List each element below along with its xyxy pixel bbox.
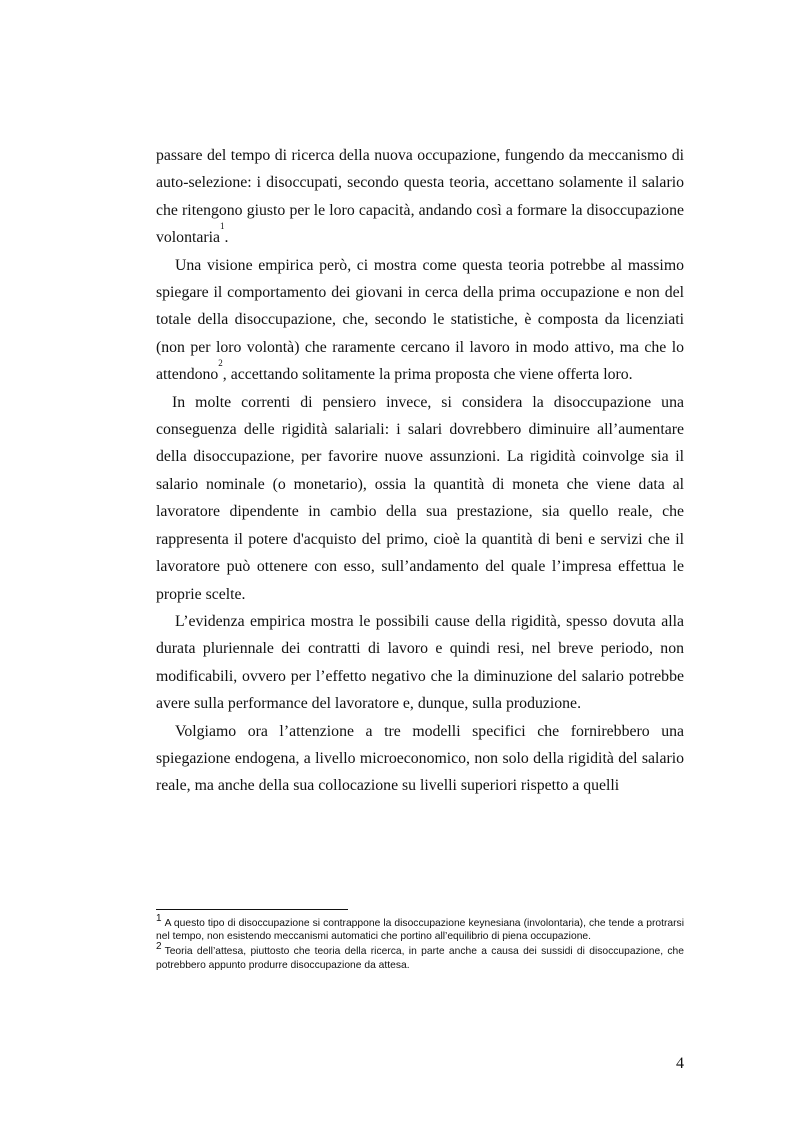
page-number: 4 bbox=[676, 1055, 684, 1072]
footnote-2-number: 2 bbox=[156, 941, 162, 953]
footnote-2 bbox=[156, 941, 684, 971]
paragraph-1 bbox=[156, 142, 684, 252]
paragraph-2 bbox=[156, 252, 684, 389]
footnote-1-number: 1 bbox=[156, 913, 162, 924]
paragraph-1-tail: . bbox=[224, 229, 229, 247]
footnote-1-text: A questo tipo di disoccupazione si contrappone la disoccupazione keynesiana (involontaria), che tende a protrarsi nel tempo, non esistendo meccanismi automatici che portino all’equilibrio di piena occupazione. bbox=[156, 918, 684, 943]
paragraph-2-text: Una visione empirica però, ci mostra come questa teoria potrebbe al massimo spiegare il comportamento dei giovani in cerca della prima occupazione e non del totale della disoccupazione, che, secondo le statistiche, è composta da licenziati (non per loro volontà) che raramente cercano il lavoro in modo attivo, ma che lo attendono bbox=[156, 256, 684, 384]
footnote-separator bbox=[156, 909, 348, 910]
footnote-ref-2: 2 bbox=[218, 358, 223, 369]
footnotes bbox=[156, 913, 684, 974]
footnote-ref-1: 1 bbox=[220, 221, 225, 232]
paragraph-4: L’evidenza empirica mostra le possibili cause della rigidità, spesso dovuta alla durata pluriennale dei contratti di lavoro e quindi resi, nel breve periodo, non modificabili, ovvero per l’effetto negativo che la diminuzione del salario potrebbe avere sulla performance del lavoratore e, dunque, sulla produzione. bbox=[156, 612, 684, 713]
body-text bbox=[156, 142, 684, 800]
footnote-2-text: Teoria dell’attesa, piuttosto che teoria della ricerca, in parte anche a causa dei sussidi di disoccupazione, che potrebbero appunto produrre disoccupazione da attesa. bbox=[156, 946, 684, 971]
paragraph-1-text: passare del tempo di ricerca della nuova occupazione, fungendo da meccanismo di auto-selezione: i disoccupati, secondo questa teoria, accettano solamente il salario che ritengono giusto per le loro capacità, andando così a formare la disoccupazione volontaria bbox=[156, 147, 684, 247]
paragraph-2-tail: , accettando solitamente la prima proposta che viene offerta loro. bbox=[222, 366, 633, 384]
paragraph-3: In molte correnti di pensiero invece, si considera la disoccupazione una conseguenza delle rigidità salariali: i salari dovrebbero diminuire all’aumentare della disoccupazione, per favorire nuove assunzioni. La rigidità coinvolge sia il salario nominale (o monetario), ossia la quantità di moneta che viene data al lavoratore dipendente in cambio della sua prestazione, sia quello reale, che rappresenta il potere d'acquisto del primo, cioè la quantità di beni e servizi che il lavoratore può ottenere con esso, sull’andamento del quale l’impresa effettua le proprie scelte. bbox=[156, 393, 684, 603]
paragraph-5: Volgiamo ora l’attenzione a tre modelli specifici che fornirebbero una spiegazione endogena, a livello microeconomico, non solo della rigidità del salario reale, ma anche della sua collocazione su livelli superiori rispetto a quelli bbox=[156, 722, 684, 795]
footnote-1 bbox=[156, 913, 684, 943]
